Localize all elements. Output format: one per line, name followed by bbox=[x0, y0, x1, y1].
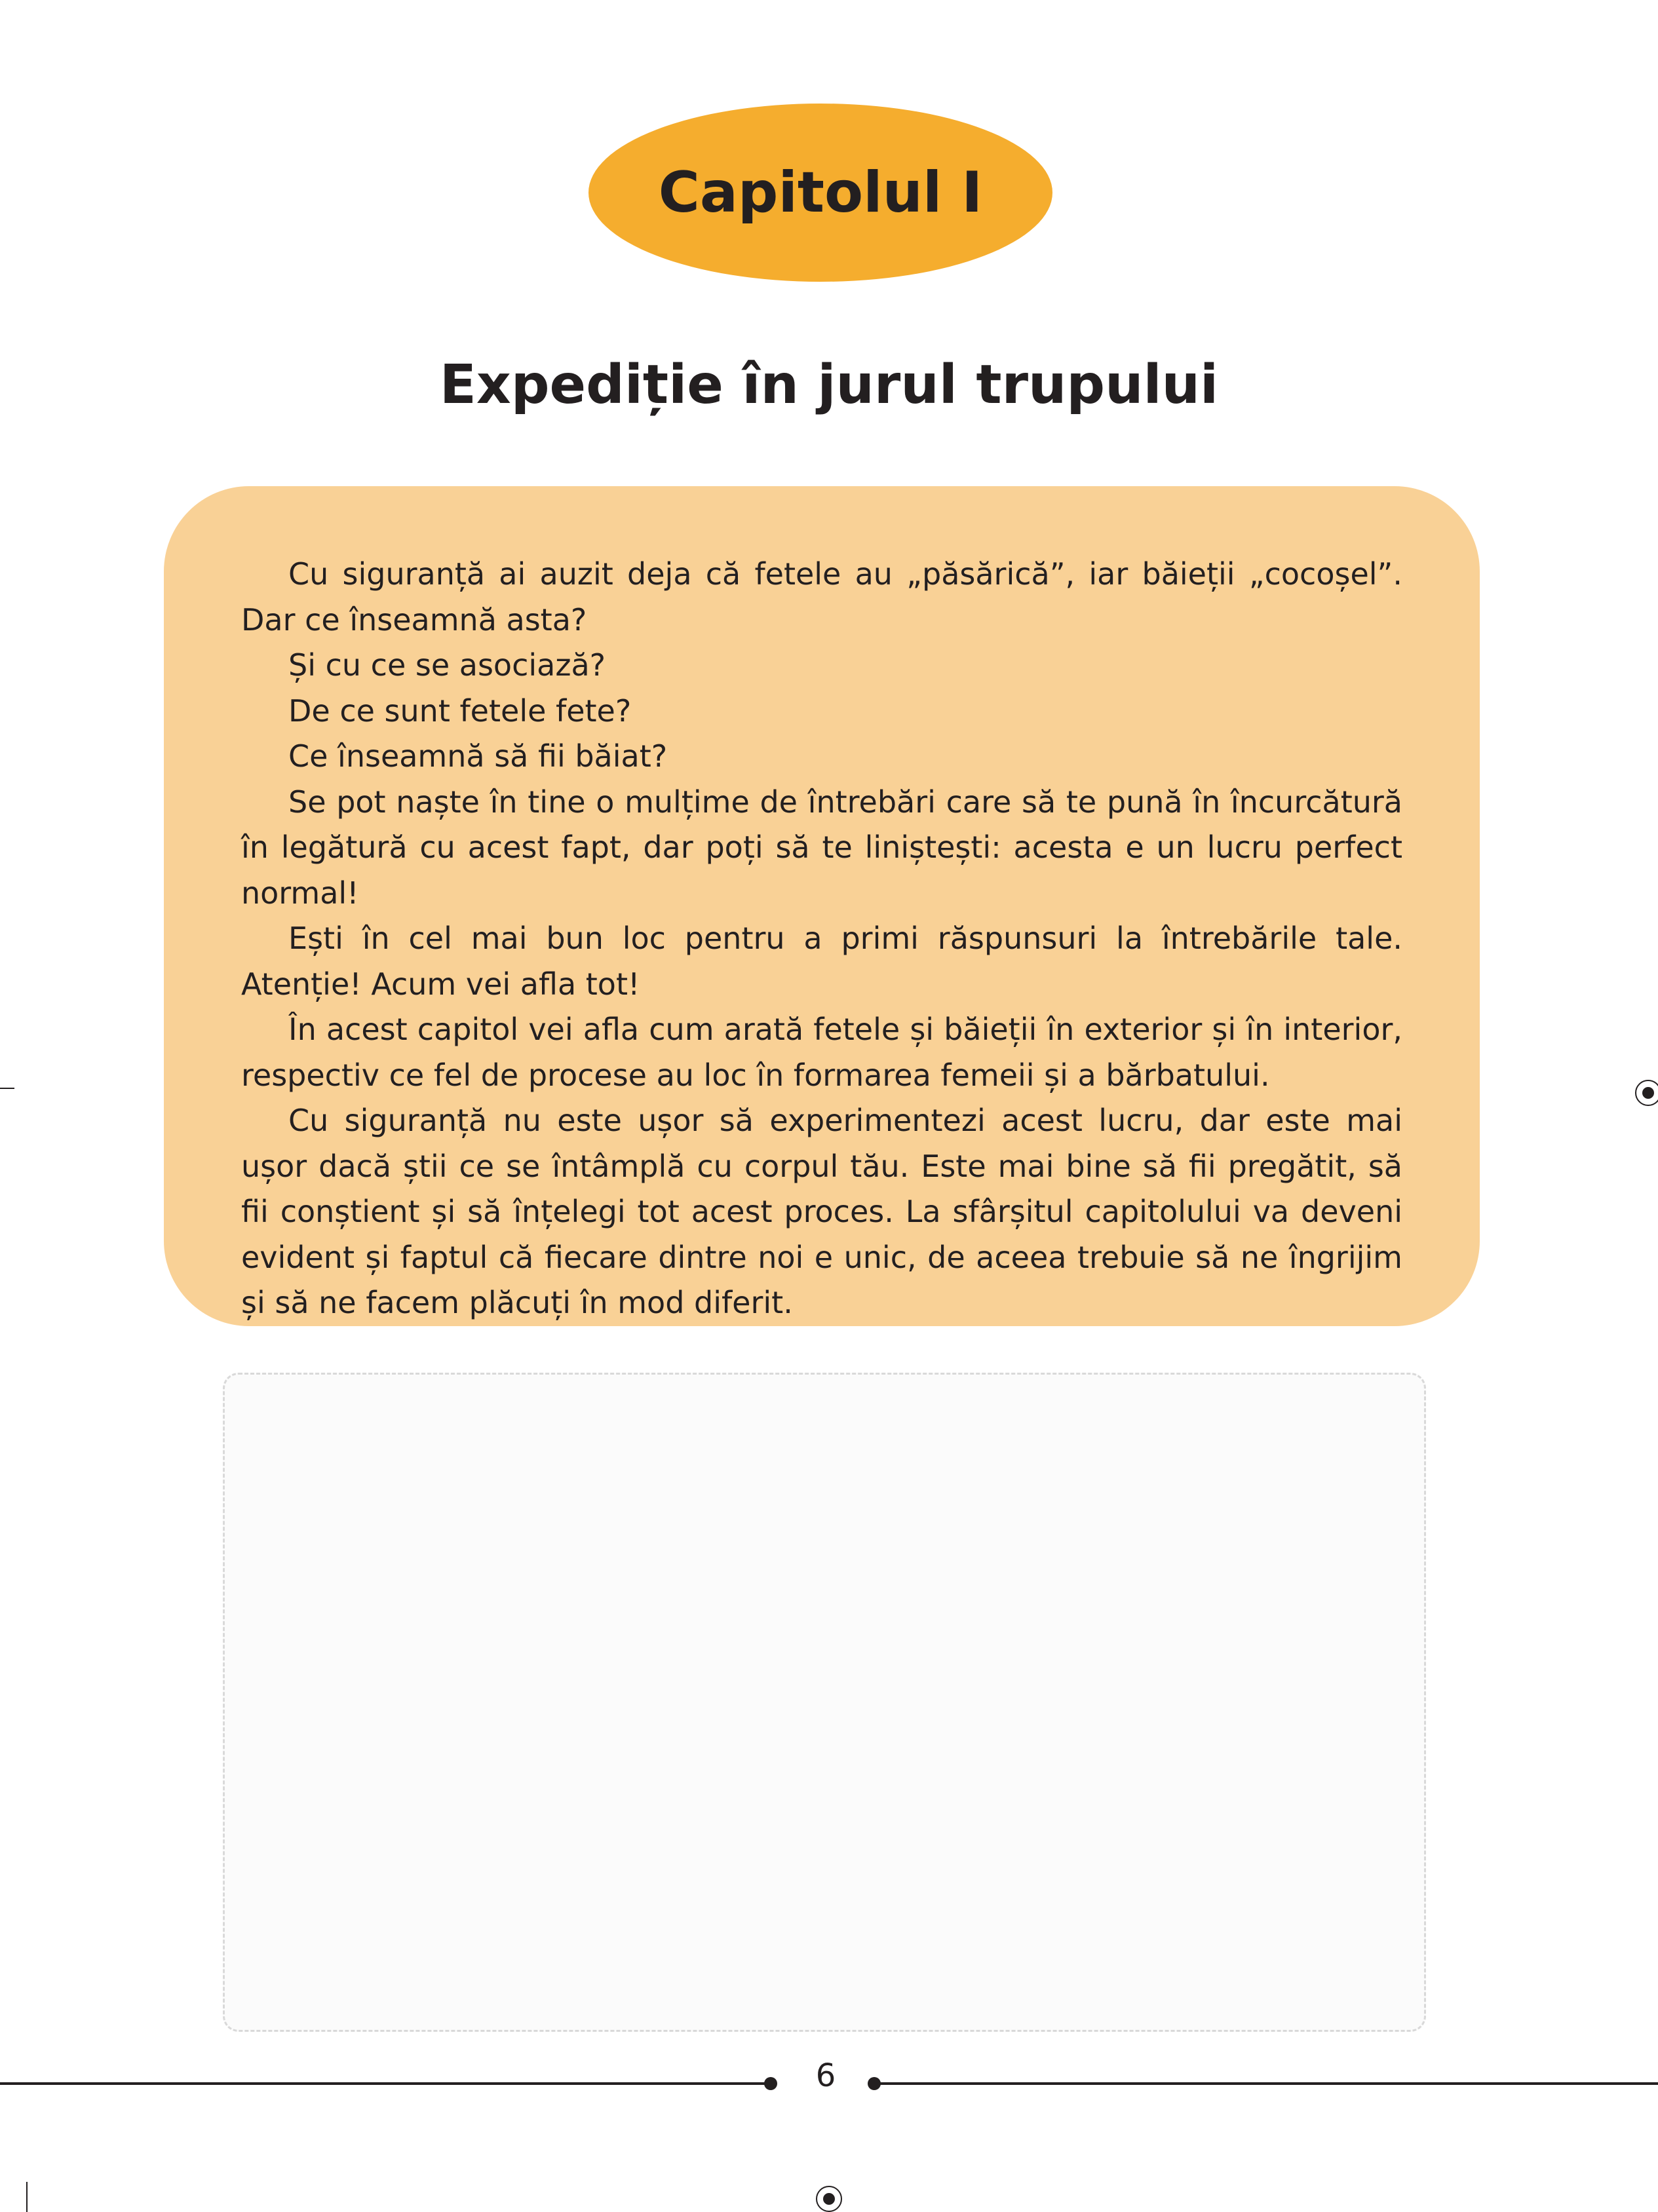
chapter-title: Expediție în jurul trupului bbox=[439, 354, 1219, 416]
chapter-label: Capitolul I bbox=[658, 160, 983, 225]
intro-paragraph: Se pot naște în tine o mulțime de întrebări care să te pună în încurcătură în legătură cu acest fapt, dar poți să te liniștești: acesta e un lucru perfect normal! bbox=[241, 784, 1402, 911]
footer-rule-left bbox=[0, 2082, 768, 2085]
intro-paragraph: Ești în cel mai bun loc pentru a primi răspunsuri la întrebările tale. Atenție! Acum vei afla tot! bbox=[241, 921, 1402, 1002]
intro-box bbox=[164, 486, 1480, 1326]
chapter-badge bbox=[588, 104, 1052, 282]
crop-mark bbox=[26, 2182, 28, 2212]
intro-paragraph: Cu siguranță nu este ușor să experimentezi acest lucru, dar este mai ușor dacă știi ce se întâmplă cu corpul tău. Este mai bine să fii pregătit, să fii conștient și să înțelegi tot acest proces. La sfârșitul capitolului va deveni evident și faptul că fiecare dintre noi e unic, de aceea trebuie să ne îngrijim și să ne facem plăcuți în mod diferit. bbox=[241, 1103, 1402, 1320]
intro-paragraph: Ce înseamnă să fii băiat? bbox=[288, 738, 668, 774]
page-number: 6 bbox=[815, 2057, 836, 2094]
footer-rule-right bbox=[877, 2082, 1658, 2085]
intro-paragraph: Și cu ce se asociază? bbox=[288, 647, 606, 683]
intro-paragraph: În acest capitol vei afla cum arată fetele și băieții în exterior și în interior, respectiv ce fel de procese au loc în formarea femeii și a bărbatului. bbox=[241, 1012, 1402, 1093]
footer-dot-left bbox=[764, 2077, 777, 2090]
intro-paragraph: De ce sunt fetele fete? bbox=[288, 693, 632, 729]
intro-paragraph: Cu siguranță ai auzit deja că fetele au „păsărică”, iar băieții „cocoșel”. Dar ce înseamnă asta? bbox=[241, 556, 1402, 638]
registration-mark bbox=[816, 2186, 842, 2212]
registration-mark bbox=[1635, 1080, 1658, 1106]
crop-mark bbox=[0, 1088, 14, 1089]
illustration-placeholder bbox=[223, 1373, 1426, 2032]
